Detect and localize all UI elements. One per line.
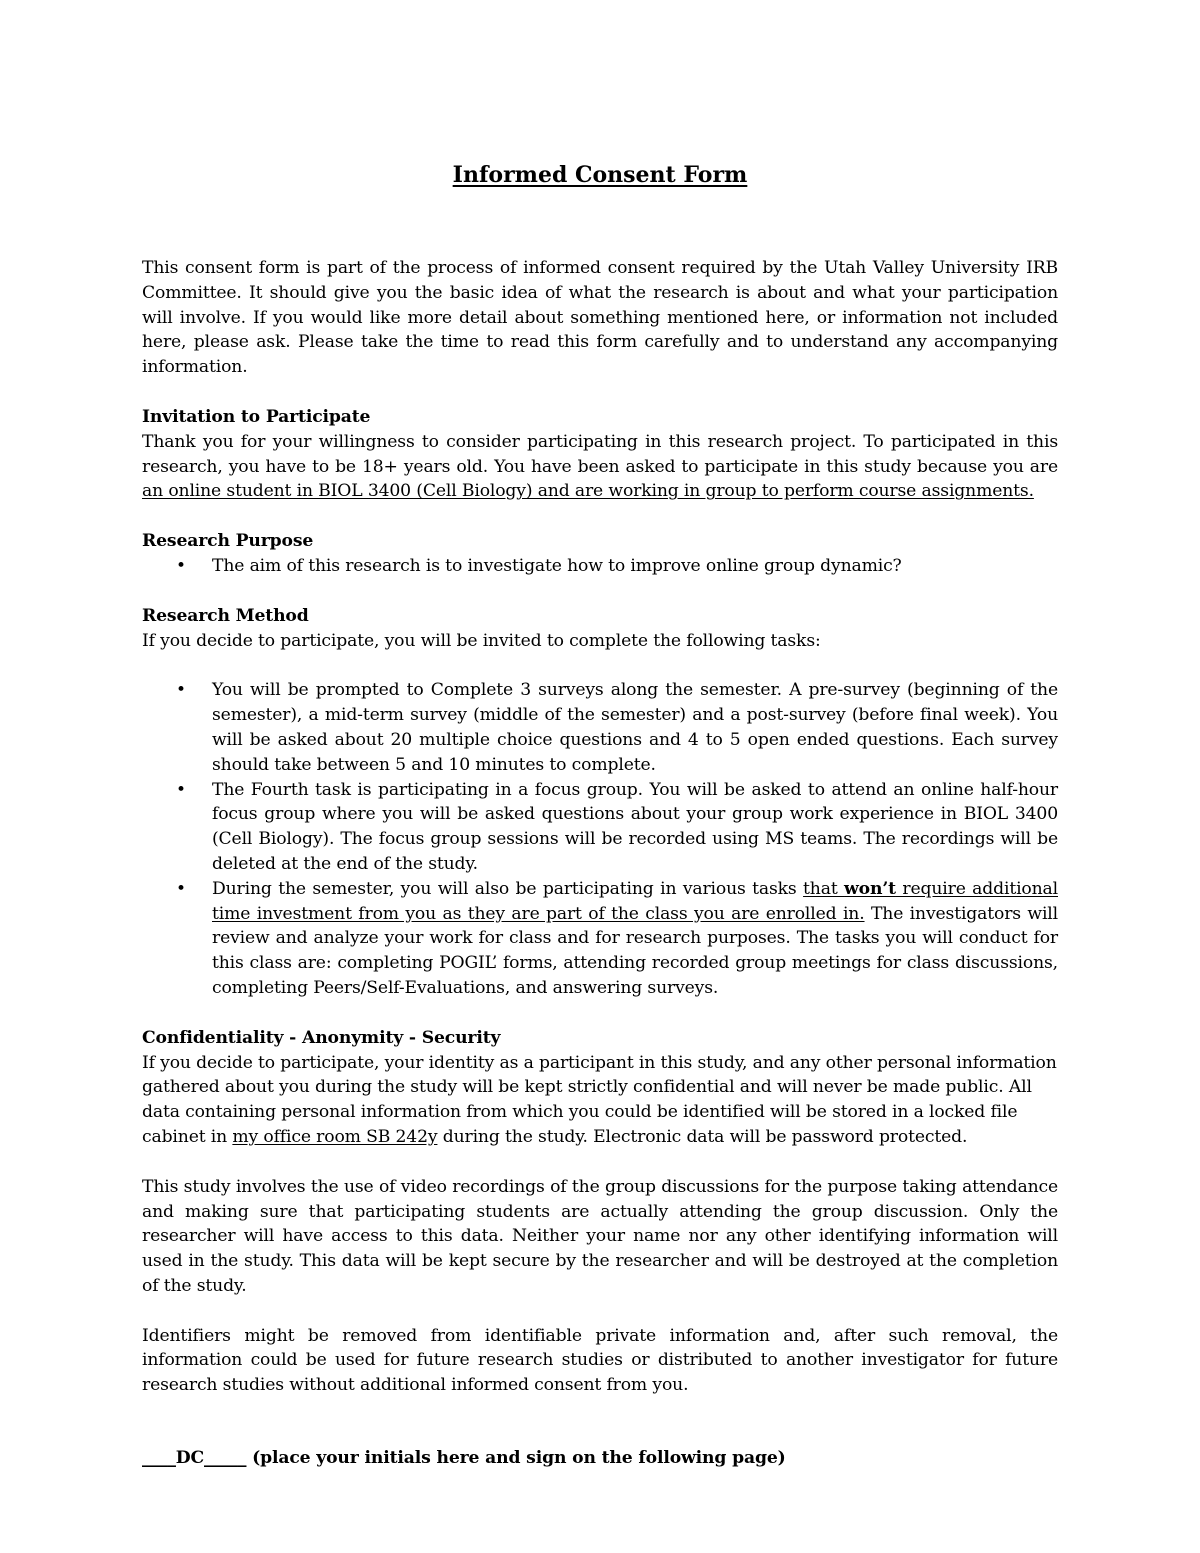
underlined-text: require additional time investment from you as they are part of the class you are enrolled in. [212,878,1058,924]
method-list [142,678,1058,1000]
method-bullet-3-post: The investigators will review and analyze your work for class and for research purposes. The tasks you will conduct for this class are: completing POGIL’ forms, attending recorded group meetings for class discussions, completing Peers/Self-Evaluations, and answering surveys. [212,903,1058,998]
bullet-icon: • [176,779,186,800]
page-title: Informed Consent Form [452,162,748,188]
list-item [142,678,1058,777]
confidentiality-p1-text: If you decide to participate, your identity as a participant in this study, and any other personal information gathered about you during the study will be kept strictly confidential and will never be made public. All data containing personal information from which you could be identified will be stored in a locked file cabinet in [142,1052,1057,1147]
confidentiality-heading: Confidentiality - Anonymity - Security [142,1027,501,1048]
invitation-heading: Invitation to Participate [142,406,371,427]
method-bullet-3-pre: During the semester, you will also be participating in various tasks [212,878,804,899]
method-intro: If you decide to participate, you will be invited to complete the following tasks: [142,630,821,651]
initials-line: ____DC_____ (place your initials here and sign on the following page) [142,1448,786,1469]
office-location-underlined: my office room SB 242y [232,1126,438,1147]
underlined-text: that [803,878,845,899]
list-item [142,877,1058,1001]
intro-paragraph: This consent form is part of the process of informed consent required by the Utah Valley University IRB Committee. It should give you the basic idea of what the research is about and what your participation will involve. If you would like more detail about something mentioned here, or information not included here, please ask. Please take the time to read this form carefully and to understand any accompanying information. [142,258,1058,378]
underlined-bold-text: won’t [844,878,896,899]
confidentiality-paragraph-1 [142,1051,1058,1150]
document-body [142,256,1058,1471]
purpose-bullet-text: The aim of this research is to investigate how to improve online group dynamic? [212,555,902,576]
method-bullet-2: The Fourth task is participating in a focus group. You will be asked to attend an online half-hour focus group where you will be asked questions about your group work experience in BIOL 3400 (Cell Biology). The focus group sessions will be recorded using MS teams. The recordings will be deleted at the end of the study. [212,779,1058,874]
confidentiality-paragraph-2: This study involves the use of video recordings of the group discussions for the purpose taking attendance and making sure that participating students are actually attending the group discussion. Only the researcher will have access to this data. Neither your name nor any other identifying information will used in the study. This data will be kept secure by the researcher and will be destroyed at the completion of the study. [142,1176,1058,1296]
method-bullet-1: You will be prompted to Complete 3 surveys along the semester. A pre-survey (beginning of the semester), a mid-term survey (middle of the semester) and a post-survey (before final week). You will be asked about 20 multiple choice questions and 4 to 5 open ended questions. Each survey should take between 5 and 10 minutes to complete. [212,680,1058,775]
bullet-icon: • [176,555,186,576]
bullet-icon: • [176,878,186,899]
list-item [142,554,1058,579]
bullet-icon: • [176,680,186,701]
invitation-text: Thank you for your willingness to consider participating in this research project. To participated in this research, you have to be 18+ years old. You have been asked to participate in this study because you are [142,431,1058,477]
invitation-paragraph [142,430,1058,504]
list-item [142,778,1058,877]
purpose-heading: Research Purpose [142,531,314,552]
method-heading: Research Method [142,605,309,626]
confidentiality-paragraph-3: Identifiers might be removed from identifiable private information and, after such removal, the information could be used for future research studies or distributed to another investigator for future research studies without additional informed consent from you. [142,1325,1058,1396]
invitation-underlined-text: an online student in BIOL 3400 (Cell Biology) and are working in group to perform course assignments. [142,481,1034,502]
confidentiality-p1-end: during the study. Electronic data will be password protected. [437,1126,968,1147]
purpose-list [142,554,1058,579]
